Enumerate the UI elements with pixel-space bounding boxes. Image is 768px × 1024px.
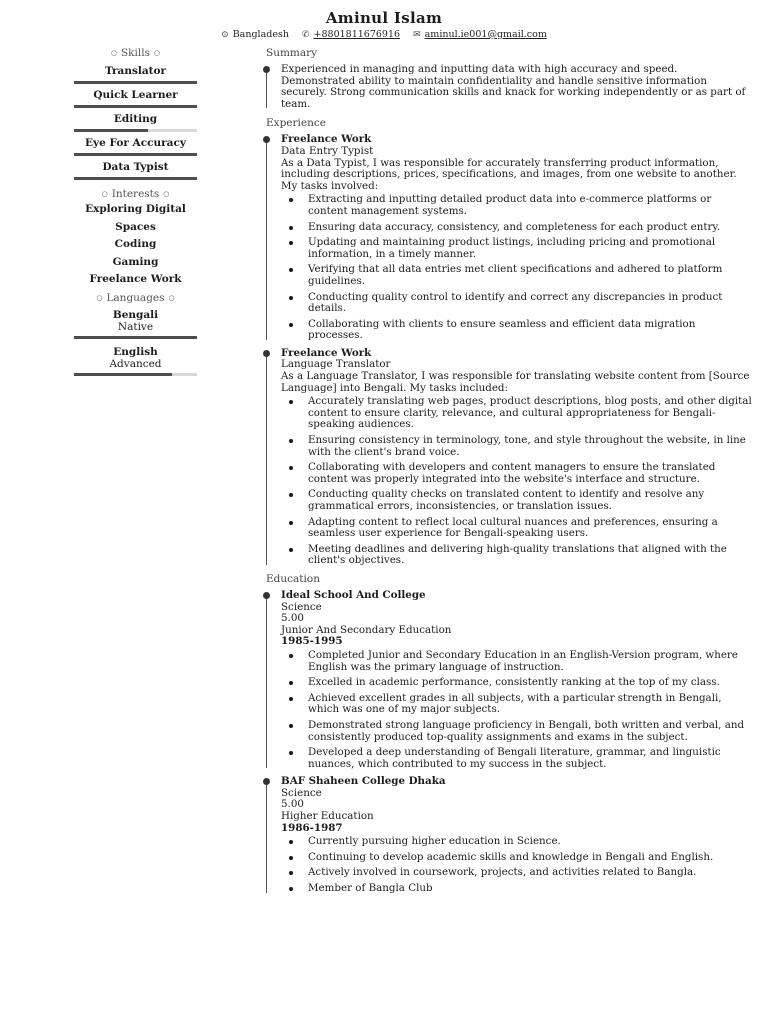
location-item (221, 28, 289, 42)
location-text: Bangladesh (232, 29, 289, 40)
bullet-item: Continuing to develop academic skills and knowledge in Bengali and English. (281, 852, 752, 864)
circle-icon: ○ (163, 190, 170, 198)
summary-entry (266, 64, 752, 110)
interest-item: Exploring Digital Spaces (85, 203, 186, 233)
candidate-name: Aminul Islam (325, 9, 443, 27)
bullet-list (281, 836, 752, 894)
interests-heading (74, 187, 197, 201)
school-name: Ideal School And College (281, 588, 426, 601)
phone-link[interactable]: +8801811676916 (313, 29, 401, 40)
skill-name: Eye For Accuracy (85, 137, 186, 149)
circle-icon: ○ (110, 49, 117, 57)
timeline-dot (263, 350, 270, 357)
skill-level-bar (74, 105, 197, 108)
bullet-item: Collaborating with clients to ensure seamless and efficient data migration processes. (281, 319, 752, 342)
languages-heading (74, 291, 197, 305)
language-level-bar (74, 336, 197, 339)
bullet-item: Updating and maintaining product listings, including pricing and promotional information, in a timely manner. (281, 237, 752, 260)
timeline-entry (266, 134, 752, 342)
bullet-item: Ensuring consistency in terminology, tone, and style throughout the website, in line with the client's brand voice. (281, 435, 752, 458)
company-name: Freelance Work (281, 346, 372, 359)
bullet-item: Excelled in academic performance, consistently ranking at the top of my class. (281, 677, 752, 689)
skill-level-bar (74, 177, 197, 180)
skill-name: Quick Learner (93, 89, 178, 101)
timeline-entry (266, 348, 752, 567)
skill-level-fill (74, 81, 197, 84)
circle-icon: ○ (154, 49, 161, 57)
languages-title: Languages (106, 291, 165, 304)
language-level-fill (74, 336, 197, 339)
timeline-dot (263, 136, 270, 143)
bullet-item: Verifying that all data entries met client specifications and adhered to platform guidelines. (281, 264, 752, 287)
timeline-line (266, 780, 267, 892)
job-role: Language Translator (281, 358, 391, 371)
timeline-line (266, 138, 267, 340)
bullet-item: Collaborating with developers and content managers to ensure the translated content was properly integrated into the website's interface and structure. (281, 462, 752, 485)
language-name: Bengali (112, 308, 159, 321)
skills-title: Skills (120, 47, 151, 59)
phone-icon: ✆ (301, 30, 310, 40)
timeline-dot (263, 778, 270, 785)
language-level: Advanced (109, 357, 162, 370)
degree: Higher Education (281, 810, 374, 823)
location-icon: ⊙ (221, 30, 229, 40)
email-icon: ✉ (413, 30, 421, 40)
phone-item[interactable] (302, 28, 400, 42)
interest-item: Freelance Work (89, 273, 182, 285)
skill-item (74, 112, 197, 132)
skill-item (74, 64, 197, 84)
timeline-dot (263, 592, 270, 599)
interests-title: Interests (111, 188, 160, 200)
summary-heading: Summary (266, 47, 318, 59)
degree: Junior And Secondary Education (281, 623, 452, 636)
job-description: As a Data Typist, I was responsible for accurately transferring product information, including descriptions, prices, specifications, and images, from one website to another. My tasks involved: (281, 156, 737, 192)
left-column (74, 46, 197, 376)
bullet-item: Meeting deadlines and delivering high-quality translations that aligned with the client's objectives. (281, 544, 752, 567)
language-level-fill (74, 373, 172, 376)
bullet-item: Completed Junior and Secondary Education in an English-Version program, where English was the primary language of instruction. (281, 650, 752, 673)
bullet-item: Adapting content to reflect local cultural nuances and preferences, ensuring a seamless user experience for Bengali-speaking users. (281, 517, 752, 540)
education-list (266, 590, 752, 895)
skill-name: Translator (104, 65, 167, 77)
skill-name: Editing (113, 113, 158, 125)
interests-list (74, 201, 197, 289)
languages-list (74, 309, 197, 376)
timeline-dot (263, 66, 270, 73)
language-name: English (113, 345, 158, 358)
bullet-item: Currently pursuing higher education in Science. (281, 836, 752, 848)
experience-list (266, 134, 752, 567)
bullet-item: Conducting quality checks on translated content to identify and resolve any grammatical errors, inconsistencies, or translation issues. (281, 489, 752, 512)
circle-icon: ○ (96, 293, 103, 302)
company-name: Freelance Work (281, 133, 372, 146)
job-description: As a Language Translator, I was responsible for translating website content from [Source Language] into Bengali. My tasks included: (281, 370, 750, 394)
skills-list (74, 64, 197, 180)
interest-item: Gaming (112, 255, 159, 268)
bullet-item: Member of Bangla Club (281, 883, 752, 895)
circle-icon: ○ (101, 190, 108, 198)
skill-level-fill (74, 129, 148, 132)
skill-level-fill (74, 153, 197, 156)
bullet-item: Demonstrated strong language proficiency in Bengali, both written and verbal, and consistently produced top-quality assignments and exams in the subject. (281, 720, 752, 743)
language-item (74, 309, 197, 339)
skill-name: Data Typist (102, 161, 169, 173)
bullet-list (281, 650, 752, 770)
timeline-line (266, 594, 267, 768)
field-of-study: Science (281, 786, 322, 799)
email-link[interactable]: aminul.ie001@gmail.com (424, 29, 547, 40)
email-item[interactable] (413, 28, 547, 42)
years: 1985-1995 (281, 635, 343, 648)
timeline-line (266, 68, 267, 108)
skill-level-bar (74, 129, 197, 132)
school-name: BAF Shaheen College Dhaka (281, 775, 446, 788)
bullet-item: Developed a deep understanding of Bengali literature, grammar, and linguistic nuances, which contributed to my success in the subject. (281, 747, 752, 770)
grade: 5.00 (281, 612, 304, 625)
bullet-item: Accurately translating web pages, product descriptions, blog posts, and other digital content to ensure clarity, relevance, and cultural appropriateness for Bengali-speaking audiences. (281, 396, 752, 431)
resume-header (0, 8, 768, 42)
education-heading: Education (266, 572, 320, 585)
language-level-bar (74, 373, 197, 376)
bullet-item: Ensuring data accuracy, consistency, and completeness for each product entry. (281, 222, 752, 234)
timeline-entry (266, 776, 752, 894)
skill-level-bar (74, 153, 197, 156)
bullet-item: Conducting quality control to identify and correct any discrepancies in product details. (281, 292, 752, 315)
skill-level-fill (74, 177, 197, 180)
job-role: Data Entry Typist (281, 144, 374, 157)
skill-item (74, 160, 197, 180)
bullet-list (281, 194, 752, 342)
skill-item (74, 88, 197, 108)
circle-icon: ○ (168, 293, 175, 302)
timeline-entry (266, 590, 752, 770)
timeline-line (266, 352, 267, 565)
experience-heading: Experience (266, 117, 326, 130)
bullet-item: Actively involved in coursework, projects, and activities related to Bangla. (281, 867, 752, 879)
bullet-item: Extracting and inputting detailed product data into e-commerce platforms or content management systems. (281, 194, 752, 217)
skill-level-fill (74, 105, 197, 108)
interest-item: Coding (114, 238, 157, 250)
right-column (266, 47, 752, 899)
grade: 5.00 (281, 798, 304, 811)
summary-text: Experienced in managing and inputting data with high accuracy and speed. Demonstrated ability to maintain confidentiality and handle sensitive information securely. Strong communication skills and knack for working independently or as part of team. (281, 63, 746, 110)
contact-info (0, 28, 768, 42)
bullet-item: Achieved excellent grades in all subjects, with a particular strength in Bengali, which was one of my major subjects. (281, 693, 752, 716)
language-level: Native (117, 320, 154, 333)
skill-item (74, 136, 197, 156)
bullet-list (281, 396, 752, 567)
skills-heading (74, 46, 197, 60)
field-of-study: Science (281, 600, 322, 613)
language-item (74, 346, 197, 376)
years: 1986-1987 (281, 821, 343, 834)
skill-level-bar (74, 81, 197, 84)
